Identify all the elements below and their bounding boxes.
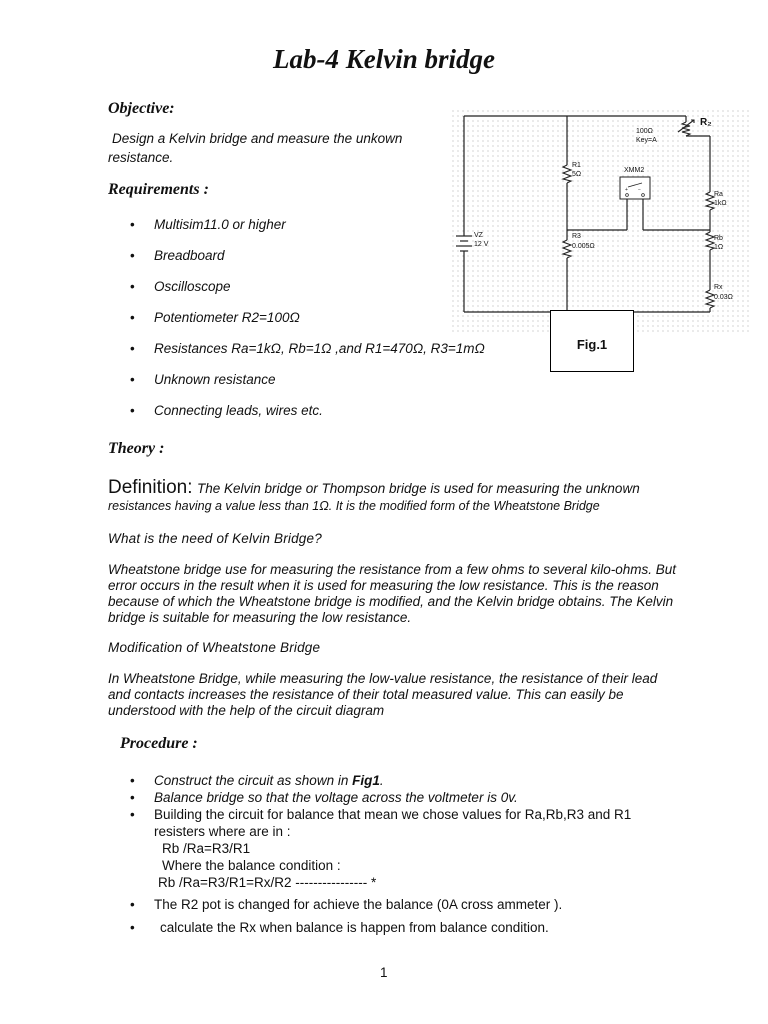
definition-label: Definition:: [108, 477, 193, 498]
figure-caption-box: [550, 310, 634, 372]
procedure-step-3-line: Rb /Ra=R3/R1: [162, 841, 251, 856]
label-r1-value: 5Ω: [572, 171, 582, 178]
need-heading: What is the need of Kelvin Bridge?: [108, 531, 322, 546]
requirement-item: • Multisim11.0 or higher: [108, 217, 485, 232]
modification-line: In Wheatstone Bridge, while measuring the low-value resistance, the resistance of their lead: [108, 671, 658, 686]
document-title: Lab-4 Kelvin bridge: [273, 44, 495, 74]
label-r1: R1: [572, 162, 581, 169]
procedure-step-1-text: Construct the circuit as shown in: [154, 773, 353, 788]
procedure-step: [108, 806, 631, 891]
requirement-item: • Unknown resistance: [108, 372, 485, 387]
label-rx-value: 0.03Ω: [714, 294, 733, 301]
procedure-step-3-line: Where the balance condition :: [162, 858, 341, 873]
need-line: bridge is suitable for measuring the low resistance.: [108, 610, 412, 625]
requirement-item: • Connecting leads, wires etc.: [108, 403, 485, 418]
procedure-heading: Procedure :: [120, 735, 198, 752]
procedure-step: [108, 919, 631, 936]
need-line: Wheatstone bridge use for measuring the resistance from a few ohms to several kilo-ohms. But: [108, 562, 677, 577]
procedure-step-5-text: calculate the Rx when balance is happen from balance condition.: [160, 920, 549, 935]
procedure-step-3-line: • Building the circuit for balance that mean we chose values for Ra,Rb,R3 and R1: [154, 807, 632, 822]
requirement-item: • Breadboard: [108, 248, 485, 263]
definition-line-1: [108, 477, 640, 499]
procedure-step: • Balance bridge so that the voltage across the voltmeter is 0v.: [108, 789, 631, 806]
procedure-step-1-end: .: [379, 773, 384, 788]
procedure-step: [108, 772, 631, 789]
objective-heading: Objective:: [108, 100, 175, 117]
label-rb-value: 1Ω: [714, 244, 724, 251]
definition-line-2: resistances having a value less than 1Ω. It is the modified form of the Wheatstone Bridge: [108, 499, 600, 513]
label-r2-value: 100Ω: [636, 128, 653, 135]
theory-heading: Theory :: [108, 440, 165, 457]
label-vz-value: 12 V: [474, 241, 489, 248]
procedure-step-3-line: resisters where are in :: [154, 824, 291, 839]
procedure-step-3-line: Rb /Ra=R3/R1=Rx/R2 ---------------- *: [158, 875, 377, 890]
label-ra: Ra: [714, 191, 723, 198]
label-r2-key: Key=A: [636, 137, 657, 144]
requirement-item: • Oscilloscope: [108, 279, 485, 294]
grid-background: [452, 110, 750, 332]
requirements-list: [108, 217, 485, 434]
label-r3-value: 0.005Ω: [572, 243, 595, 250]
svg-text:+: +: [625, 187, 628, 193]
objective-line-2: resistance.: [108, 150, 174, 165]
label-r2: R₂: [700, 117, 712, 128]
kelvin-bridge-circuit-diagram: [452, 110, 750, 332]
label-rb: Rb: [714, 235, 723, 242]
definition-text: The Kelvin bridge or Thompson bridge is used for measuring the unknown: [196, 481, 640, 496]
requirement-item: • Potentiometer R2=100Ω: [108, 310, 485, 325]
procedure-step-1-figref: Fig1: [352, 773, 380, 788]
page-number: 1: [380, 965, 388, 980]
figure-caption: Fig.1: [576, 337, 608, 352]
need-line: error occurs in the result when it is used for measuring the low resistance. This is the reason: [108, 578, 659, 593]
modification-heading: Modification of Wheatstone Bridge: [108, 640, 321, 655]
procedure-list: [108, 772, 631, 936]
label-vz: VZ: [474, 232, 483, 239]
label-rx: Rx: [714, 284, 723, 291]
modification-paragraph: [108, 671, 657, 719]
label-ra-value: 1kΩ: [714, 200, 727, 207]
objective-line-1: Design a Kelvin bridge and measure the unkown: [112, 131, 403, 146]
need-paragraph: [108, 562, 676, 626]
svg-text:−: −: [638, 187, 641, 193]
modification-line: and contacts increases the resistance of their total measured value. This can easily be: [108, 687, 624, 702]
requirements-heading: Requirements :: [108, 181, 209, 198]
need-line: because of which the Wheatstone bridge is modified, and the Kelvin bridge obtains. The Kelvin: [108, 594, 674, 609]
modification-line: understood with the help of the circuit diagram: [108, 703, 385, 718]
multimeter-xmm2: [620, 177, 650, 199]
label-r3: R3: [572, 233, 581, 240]
requirement-item: • Resistances Ra=1kΩ, Rb=1Ω ,and R1=470Ω, R3=1mΩ: [108, 341, 485, 356]
procedure-step: • The R2 pot is changed for achieve the balance (0A cross ammeter ).: [108, 896, 631, 913]
label-xmm2: XMM2: [624, 167, 645, 174]
